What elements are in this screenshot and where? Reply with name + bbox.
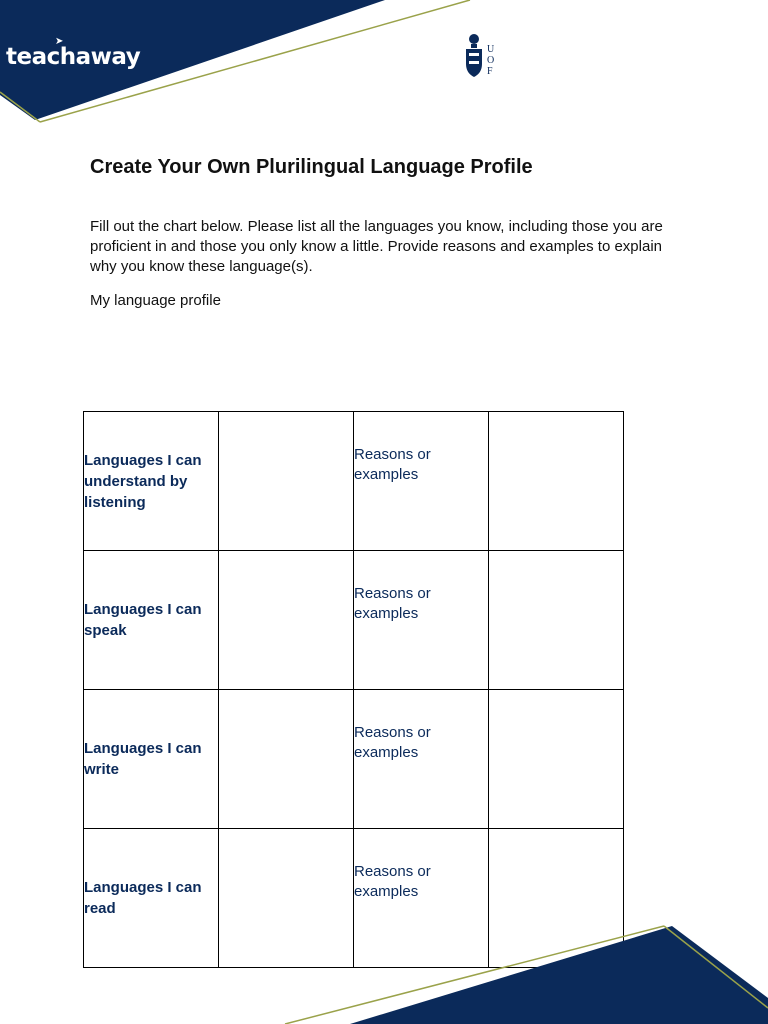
answer-cell[interactable] — [219, 690, 354, 829]
row-label-write: Languages I can write — [84, 690, 219, 829]
page-title: Create Your Own Plurilingual Language Profile — [90, 156, 533, 178]
row-label-speak: Languages I can speak — [84, 551, 219, 690]
instructions-paragraph: Fill out the chart below. Please list all the languages you know, including those you are proficient in and those you only know a little. Provide reasons and examples to explain why you know these language(s). — [90, 218, 663, 275]
reasons-cell[interactable] — [489, 690, 624, 829]
table-row — [84, 551, 624, 690]
university-crest-icon — [463, 32, 485, 78]
reasons-label: Reasons or examples — [354, 551, 489, 690]
table-row — [84, 412, 624, 551]
logo-spark-icon: ➤ — [55, 36, 63, 47]
language-profile-table — [83, 411, 624, 968]
row-label-read: Languages I can read — [84, 829, 219, 968]
table-row — [84, 690, 624, 829]
answer-cell[interactable] — [219, 412, 354, 551]
teachaway-logo: ➤ teachaway — [6, 36, 141, 70]
reasons-label: Reasons or examples — [354, 829, 489, 968]
answer-cell[interactable] — [219, 551, 354, 690]
reasons-cell[interactable] — [489, 551, 624, 690]
header-banner — [0, 0, 768, 140]
reasons-cell[interactable] — [489, 412, 624, 551]
footer-banner — [0, 920, 768, 1024]
section-subheading: My language profile — [90, 292, 221, 309]
reasons-label: Reasons or examples — [354, 412, 489, 551]
crest-wordmark: U O F — [487, 44, 495, 77]
row-label-listening: Languages I can understand by listening — [84, 412, 219, 551]
reasons-label: Reasons or examples — [354, 690, 489, 829]
